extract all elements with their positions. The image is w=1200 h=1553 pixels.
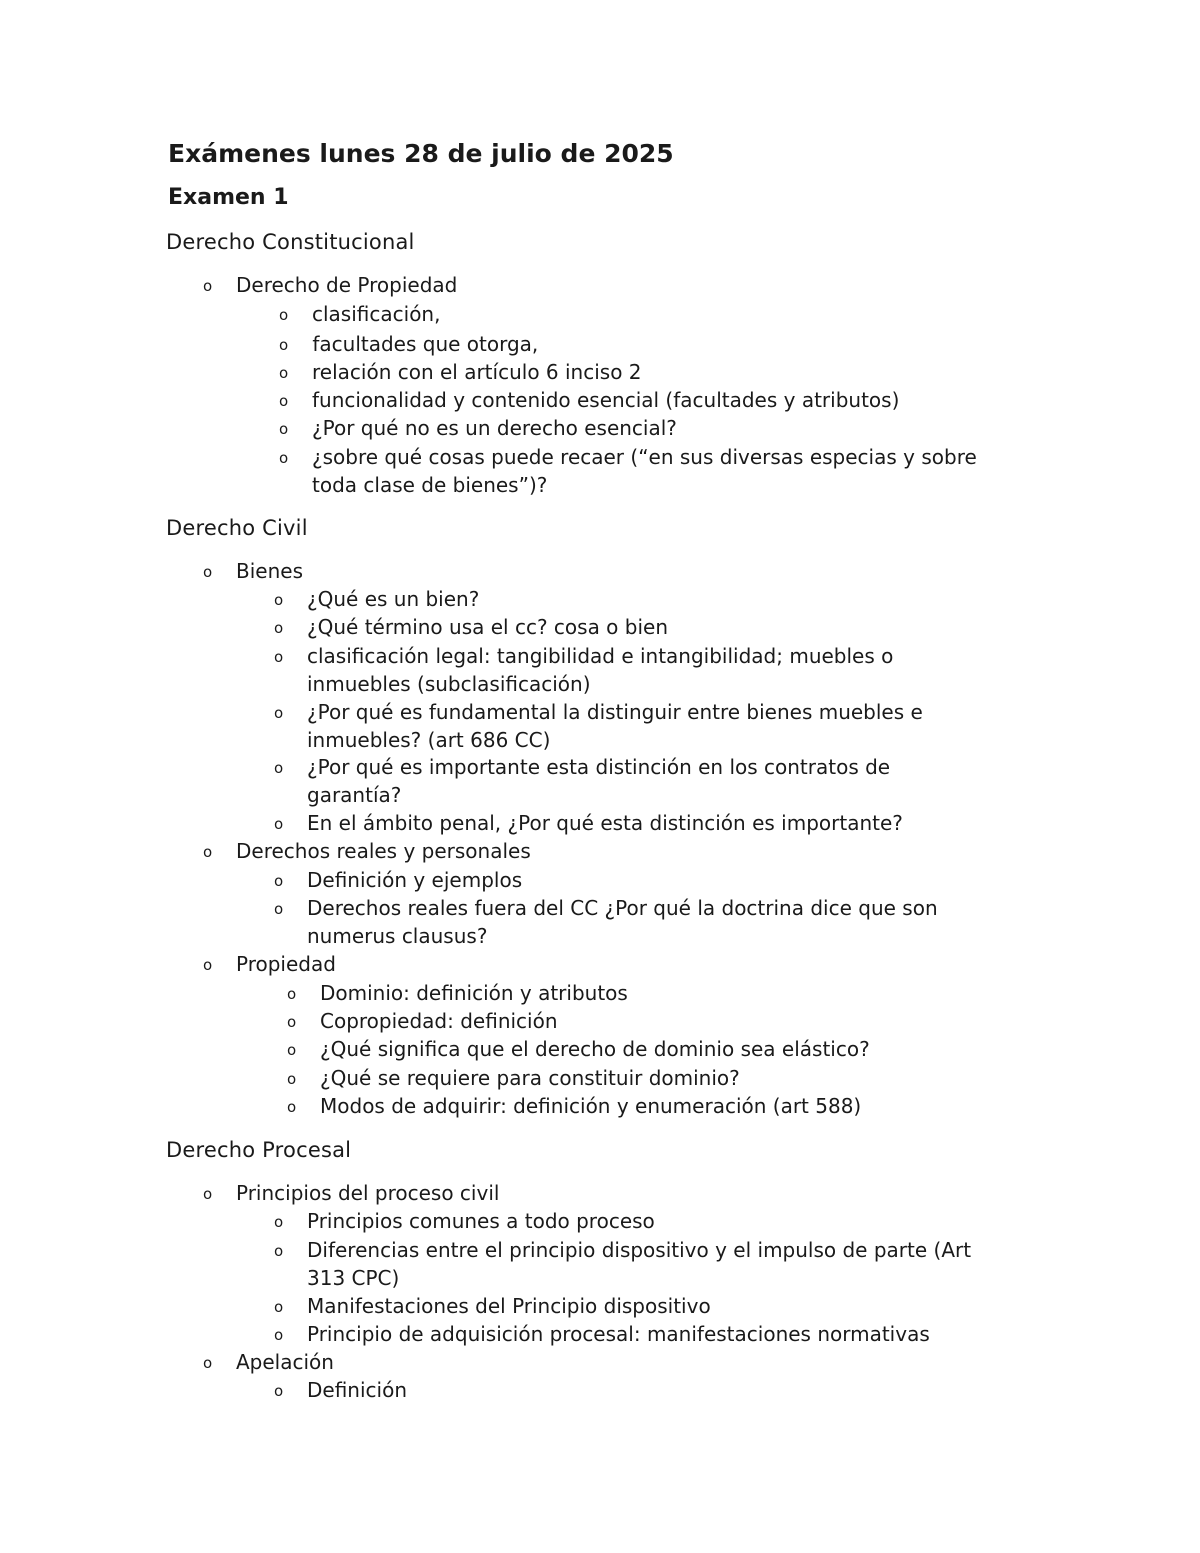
list-item: facultades que otorga, bbox=[306, 332, 539, 356]
list-item: En el ámbito penal, ¿Por qué esta distinción es importante? bbox=[307, 811, 903, 835]
bullet-icon: o bbox=[274, 591, 284, 609]
bullet-icon: o bbox=[287, 1013, 297, 1031]
bullet-icon: o bbox=[203, 956, 213, 974]
list-item: Dominio: definición y atributos bbox=[320, 981, 628, 1005]
list-item: relación con el artículo 6 inciso 2 bbox=[312, 360, 642, 384]
bullet-icon: o bbox=[279, 364, 289, 382]
bullet-icon: o bbox=[203, 1185, 213, 1203]
section-heading: Derecho Constitucional bbox=[166, 230, 415, 254]
list-item: Apelación bbox=[236, 1350, 334, 1374]
list-item-continuation: toda clase de bienes”)? bbox=[312, 473, 548, 497]
list-item: Manifestaciones del Principio dispositivo bbox=[307, 1294, 711, 1318]
bullet-icon: o bbox=[287, 1041, 297, 1059]
bullet-icon: o bbox=[274, 648, 284, 666]
bullet-icon: o bbox=[287, 1098, 297, 1116]
exam-title: Examen 1 bbox=[168, 185, 289, 210]
list-item: ¿Por qué es fundamental la distinguir entre bienes muebles e bbox=[307, 700, 923, 724]
list-item: Derechos reales y personales bbox=[236, 839, 531, 863]
list-item: Principios del proceso civil bbox=[236, 1181, 500, 1205]
document-title: Exámenes lunes 28 de julio de 2025 bbox=[168, 139, 674, 168]
list-item: Modos de adquirir: definición y enumeración (art 588) bbox=[320, 1094, 862, 1118]
list-item: ¿Qué es un bien? bbox=[307, 587, 480, 611]
list-item: Diferencias entre el principio dispositivo y el impulso de parte (Art bbox=[307, 1238, 972, 1262]
list-item: Principio de adquisición procesal: manifestaciones normativas bbox=[307, 1322, 930, 1346]
list-item: ¿Por qué es importante esta distinción en los contratos de bbox=[307, 755, 891, 779]
list-item: Definición y ejemplos bbox=[307, 868, 523, 892]
bullet-icon: o bbox=[279, 420, 289, 438]
list-item: ¿Qué significa que el derecho de dominio sea elástico? bbox=[320, 1037, 870, 1061]
list-item: Principios comunes a todo proceso bbox=[307, 1209, 655, 1233]
section-heading: Derecho Civil bbox=[166, 516, 308, 540]
bullet-icon: o bbox=[274, 1326, 284, 1344]
bullet-icon: o bbox=[279, 306, 289, 324]
list-item: Derechos reales fuera del CC ¿Por qué la doctrina dice que son bbox=[307, 896, 938, 920]
bullet-icon: o bbox=[203, 1354, 213, 1372]
bullet-icon: o bbox=[203, 563, 213, 581]
bullet-icon: o bbox=[287, 985, 297, 1003]
bullet-icon: o bbox=[274, 1213, 284, 1231]
list-item: clasificación, bbox=[312, 302, 441, 326]
list-item-continuation: garantía? bbox=[307, 783, 402, 807]
list-item-continuation: numerus clausus? bbox=[307, 924, 488, 948]
bullet-icon: o bbox=[274, 704, 284, 722]
list-item: funcionalidad y contenido esencial (facultades y atributos) bbox=[312, 388, 900, 412]
list-item: ¿sobre qué cosas puede recaer (“en sus diversas especias y sobre bbox=[312, 445, 977, 469]
list-item-continuation: inmuebles? (art 686 CC) bbox=[307, 728, 551, 752]
list-item: Copropiedad: definición bbox=[320, 1009, 558, 1033]
bullet-icon: o bbox=[274, 619, 284, 637]
bullet-icon: o bbox=[274, 759, 284, 777]
bullet-icon: o bbox=[203, 843, 213, 861]
list-item: ¿Qué se requiere para constituir dominio? bbox=[320, 1066, 740, 1090]
list-item: Definición bbox=[307, 1378, 407, 1402]
list-item: Derecho de Propiedad bbox=[236, 273, 458, 297]
bullet-icon: o bbox=[279, 336, 289, 354]
section-heading: Derecho Procesal bbox=[166, 1138, 352, 1162]
list-item-continuation: inmuebles (subclasificación) bbox=[307, 672, 591, 696]
bullet-icon: o bbox=[287, 1070, 297, 1088]
bullet-icon: o bbox=[274, 872, 284, 890]
list-item: clasificación legal: tangibilidad e intangibilidad; muebles o bbox=[307, 644, 894, 668]
bullet-icon: o bbox=[274, 1242, 284, 1260]
bullet-icon: o bbox=[274, 900, 284, 918]
list-item-continuation: 313 CPC) bbox=[307, 1266, 400, 1290]
list-item: Bienes bbox=[236, 559, 303, 583]
list-item: ¿Qué término usa el cc? cosa o bien bbox=[307, 615, 669, 639]
list-item: ¿Por qué no es un derecho esencial? bbox=[312, 416, 677, 440]
bullet-icon: o bbox=[279, 449, 289, 467]
bullet-icon: o bbox=[274, 815, 284, 833]
bullet-icon: o bbox=[203, 277, 213, 295]
bullet-icon: o bbox=[274, 1298, 284, 1316]
list-item: Propiedad bbox=[236, 952, 336, 976]
bullet-icon: o bbox=[279, 392, 289, 410]
bullet-icon: o bbox=[274, 1382, 284, 1400]
